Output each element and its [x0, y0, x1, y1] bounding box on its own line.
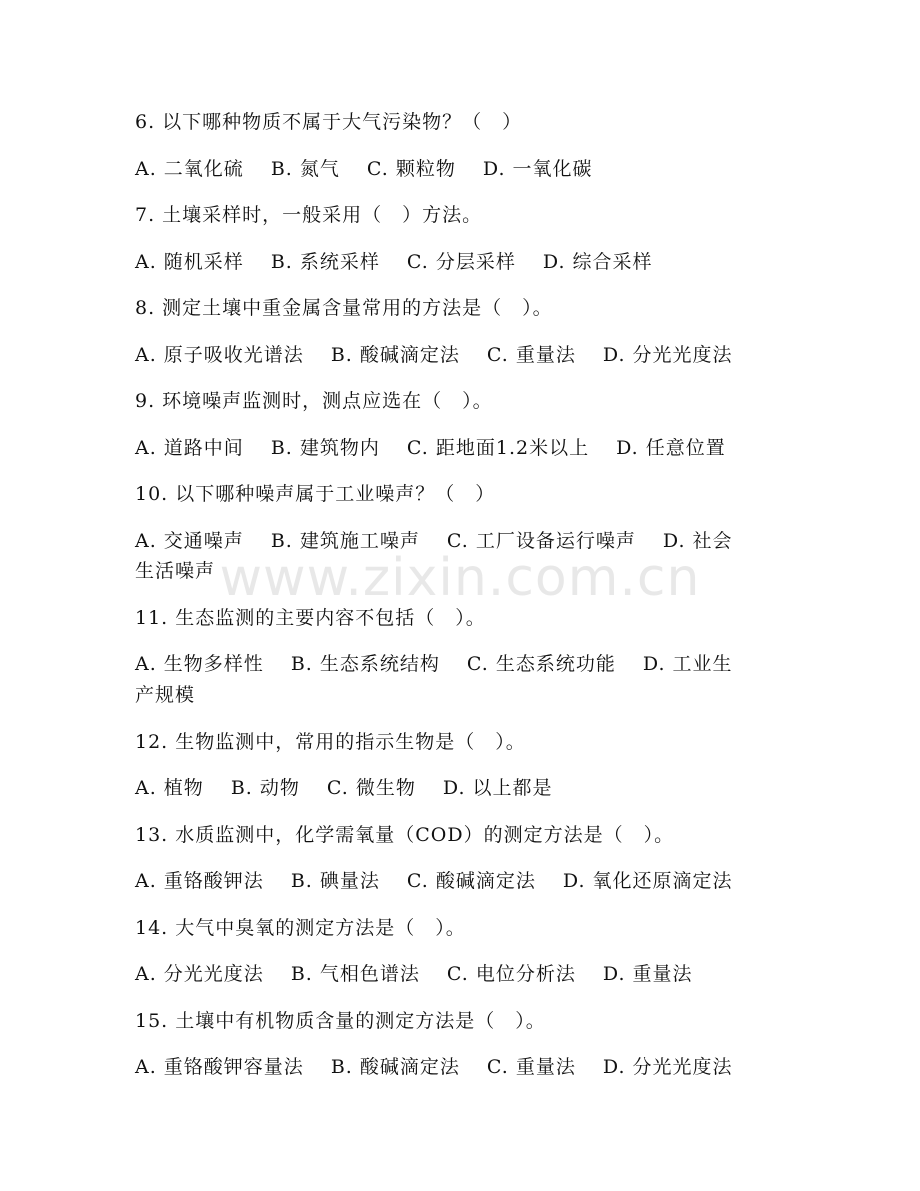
options-7: A. 随机采样 B. 系统采样 C. 分层采样 D. 综合采样: [135, 251, 653, 273]
question-6: 6. 以下哪种物质不属于大气污染物？（ ）: [135, 111, 523, 133]
options-12: A. 植物 B. 动物 C. 微生物 D. 以上都是: [135, 777, 553, 799]
options-14: A. 分光光度法 B. 气相色谱法 C. 电位分析法 D. 重量法: [135, 963, 693, 985]
question-15: 15. 土壤中有机物质含量的测定方法是（ ）。: [135, 1010, 546, 1032]
options-8: A. 原子吸收光谱法 B. 酸碱滴定法 C. 重量法 D. 分光光度法: [135, 344, 733, 366]
question-10: 10. 以下哪种噪声属于工业噪声？（ ）: [135, 483, 496, 505]
watermark: www.zixin.com.cn: [219, 548, 701, 608]
options-13: A. 重铬酸钾法 B. 碘量法 C. 酸碱滴定法 D. 氧化还原滴定法: [135, 870, 733, 892]
options-15: A. 重铬酸钾容量法 B. 酸碱滴定法 C. 重量法 D. 分光光度法: [135, 1056, 733, 1078]
question-14: 14. 大气中臭氧的测定方法是（ ）。: [135, 917, 466, 939]
options-9: A. 道路中间 B. 建筑物内 C. 距地面1.2米以上 D. 任意位置: [135, 437, 726, 459]
question-7: 7. 土壤采样时，一般采用（ ）方法。: [135, 204, 483, 226]
options-11-continued: 产规模: [135, 684, 196, 706]
options-6: A. 二氧化硫 B. 氮气 C. 颗粒物 D. 一氧化碳: [135, 158, 593, 180]
question-11: 11. 生态监测的主要内容不包括（ ）。: [135, 607, 486, 629]
options-10: A. 交通噪声 B. 建筑施工噪声 C. 工厂设备运行噪声 D. 社会: [135, 530, 733, 552]
question-9: 9. 环境噪声监测时，测点应选在（ ）。: [135, 390, 493, 412]
question-13: 13. 水质监测中，化学需氧量（COD）的测定方法是（ ）。: [135, 824, 675, 846]
question-12: 12. 生物监测中，常用的指示生物是（ ）。: [135, 731, 526, 753]
options-10-continued: 生活噪声: [135, 560, 216, 582]
question-8: 8. 测定土壤中重金属含量常用的方法是（ ）。: [135, 297, 553, 319]
options-11: A. 生物多样性 B. 生态系统结构 C. 生态系统功能 D. 工业生: [135, 653, 733, 675]
